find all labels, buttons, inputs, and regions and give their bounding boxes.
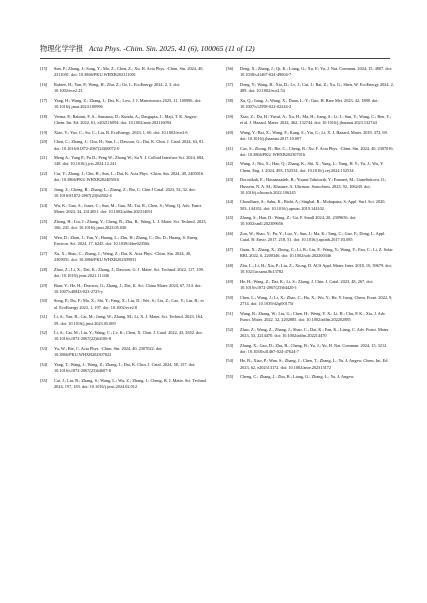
reference-entry [40,251,208,263]
reference-entry [40,235,208,247]
reference-text: Cui, Y.; Zhang, J.; Chu, H.; Sun, L.; Dai, K. Acta Phys. -Chim. Sin. 2024, 40, 2405016. doi: 10.3866/PKU.WHXB202405016 [54,171,205,183]
reference-text: Choudhary, S.; Sahu, K.; Bisht, A.; Singhal, R.; Mohapatra, S. Appl. Surf. Sci. 2020, 503, 144102. doi: 10.1016/j.apsusc.2019.144102 [240,199,386,211]
reference-text: He, H.; Wang, Z.; Dai, K.; Li, S.; Zhang, J. Chin. J. Catal. 2023, 48, 267. doi: 10.1016/s1872-2067(23)64420-1 [240,278,374,291]
reference-number: [15] [40,66,48,71]
reference-text: Zhang, S.; Han, D.; Wang, Z.; Gu, F. Small 2024, 20, 2309656. doi: 10.1002/smll.202309656 [240,215,357,227]
reference-text: Zhong, H.; Liu, J.; Zhang, Y.; Cheng, B.; Zhu, B.; Wang, L. J. Mater. Sci. Technol. 2023, 166, 241. doi: 10.1016/j.jmst.2023.05.030 [54,218,207,231]
reference-text: Song, P.; Du, F.; Ma, X.; Shi, Y.; Fang, X.; Liu, D.; Wei, S.; Liu, Z.; Cao, Y.; Lin, B.; et al. EcoEnergy 2023, 1, 197. doi: 10.1002/ece2.8 [54,298,204,310]
reference-text: Wen, D.; Zhan, J.; Yan, Y.; Huang, L.; Zhu, H.; Zhang, C.; Du, D.; Huang, S. Energ. Environ. Sci. 2024, 17, 6245. doi: 10.1039/d4ee02356k [54,234,199,246]
reference-number: [50] [226,294,234,300]
reference-number: [21] [40,155,48,161]
reference-entry [226,146,394,158]
reference-number: [49] [226,278,234,284]
reference-entry [40,187,208,199]
reference-entry [226,98,394,110]
reference-entry [40,139,208,151]
reference-number: [43] [226,177,234,183]
reference-entry [226,66,394,78]
reference-text: Chen, C.; Zhang, J.; Chu, H.; Sun, L.; Dawson, G.; Dai, K. Chin. J. Catal. 2024, 63, 81. doi: 10.1016/S1872-2067(24)60072-0 [54,139,205,151]
reference-number: [44] [226,199,234,205]
reference-entry [40,130,208,136]
reference-column-right [226,66,394,384]
reference-text: Verma, P.; Rahimi, F. A.; Samanta, D.; Kundu, A.; Dasgupta, J.; Maji, T. K. Angew. Chem. Int. Ed. 2022, 61, e202116094. doi: 10.1002/anie.202116094 [54,113,198,125]
reference-number: [46] [226,231,234,237]
reference-text: Xiao, Z.; Du, H.; Yusuf, A.; Xu, H.; Ma, H.; Jiang, S.; Li, J.; Sun, Y.; Wang, C.; Ren, Y.; et al. J. Hazard. Mater. 2024, 462, 132744. doi: 10.1016/j.jhazmat.2023.132744 [240,113,392,125]
reference-entry [40,82,208,94]
reference-number: [52] [226,326,234,332]
reference-text: Xiao, Y.; Yao, C.; Su, C.; Liu, B. EcoEnergy. 2023, 1, 60. doi: 10.1002/ece2.6 [54,129,188,135]
reference-entry [226,327,394,339]
reference-entry [40,203,208,215]
reference-text: Sun, P.; Zhang, J.; Song, Y.; Mo, Z.; Chen, Z.; Xu, H. Acta Phys. -Chim. Sin. 2024, 40, 2311001. doi: 10.3866/PKU.WHXB202311001 [54,66,204,78]
reference-number: [28] [40,266,48,272]
reference-entry [40,66,208,78]
header-divider [40,58,390,59]
reference-text: He, B.; Xiao, P.; Wan, S.; Zhang, J.; Chen, T.; Zhang, L.; Yu, J. Angew. Chem. Int. Ed. 2023, 62, e202313172. doi: 10.1002/anie.202313172 [240,358,389,370]
reference-number: [29] [40,282,48,288]
reference-number: [32] [40,330,48,336]
reference-number: [20] [40,139,48,145]
reference-number: [18] [40,113,48,119]
reference-number: [17] [40,97,48,103]
reference-number: [37] [226,81,234,87]
reference-number: [48] [226,263,234,269]
reference-text: Zhao, Z.; Wang, Z.; Zhang, J.; Shao, C.; Dai, K.; Fan, K.; Liang, C. Adv. Funct. Mater. 2023, 33, 2214470. doi: 10.1002/adfm.202214470 [240,326,390,338]
reference-entry [226,247,394,259]
reference-text: Zhang, X.; Gao, D.; Zhu, B.; Cheng, B.; Yu, J.; Yu, H. Nat. Commun. 2024, 15, 3212. doi: 10.1038/s41467-024-47624-7 [240,342,388,354]
reference-number: [27] [40,250,48,256]
reference-text: Xu, Q.; Jiang, J.; Wang, X.; Duan, L.-Y.; Guo, H. Rare Met. 2023, 42, 1888. doi: 10.1007/s12598-022-02244-2 [240,97,379,109]
reference-number: [39] [226,113,234,119]
reference-number: [31] [40,314,48,320]
reference-text: Zou, W.; Shao, Y.; Pu, Y.; Luo, Y.; Sun, J.; Ma, K.; Tang, C.; Gao, F.; Dong, L. Appl. Catal. B: Envir. 2017, 218, 51. doi: 10.1016/j.apcatb.2017.03.085 [240,231,386,243]
reference-number: [53] [226,342,234,348]
reference-entry [226,343,394,355]
reference-text: Meng A.; Yang P.; Pu D.; Peng W.; Zhong W.; Su Y. J. Colloid Interface Sci. 2024, 684, 148. doi: 10.1016/j.jcis.2024.12.241 [54,155,205,167]
reference-text: Chen, L.; Wang, J.; Li, X.; Zhao, C.; Hu, X.; Wu, Y.; He, Y. Inorg. Chem. Front. 2022, 9, 2714. doi: 10.1039/d2qi00175f [240,294,393,306]
reference-entry [226,279,394,291]
reference-entry [40,362,208,374]
reference-text: Yu, W.; Bie, C. Acta Phys. -Chim. Sin. 2024, 40, 2307022. doi: 10.3866/PKU.WHXB202307022 [54,346,163,358]
reference-number: [26] [40,234,48,240]
reference-number: [38] [226,97,234,103]
reference-entry [226,295,394,307]
reference-text: Zhu, L.; Li, H.; Xia, P.; Liu, Z.; Xiong, D. ACS Appl. Mater. Inter. 2018, 10, 39679. doi: 10.1021/acsami.8b13782 [240,263,392,275]
reference-number: [47] [226,247,234,253]
reference-text: Guan, X.; Zhang, X.; Zhong, C.; Li, R.; Liu, F.; Wang, Y.; Wang, Y.; Fan, C.; Li, Z. Solar RRL 2022, 6, 2200346. doi: 10.1002/solr.202200346 [240,247,393,259]
reference-text: Wang, Y.; Bai, X.; Wang, F.; Kang, S.; Yin, C.; Li, X. J. Hazard. Mater. 2019, 372, 69. doi: 10.1016/j.jhazmat.2017.10.007 [240,129,388,141]
reference-number: [16] [40,81,48,87]
reference-text: Li, S.; Cai, M.; Liu, Y.; Wang, C.; Lv, K.; Chen, X. Chin. J. Catal. 2022, 43, 2652. doi: 10.1016/s1872-2067(22)64106-8 [54,330,203,342]
reference-text: Deng, X.; Zhang, J.; Qi, K.; Liang, G.; Xu, F.; Yu, J. Nat. Commun. 2024, 15, 4807. doi: 10.1038/s41467-024-49004-7 [240,66,393,78]
reference-entry [40,114,208,126]
reference-number: [34] [40,362,48,368]
reference-text: Rabiee, H.; Yan, P.; Wang, H.; Zhu, Z.; Ge, L. EcoEnergy 2024, 2, 3. doi: 10.1002/ece2.23 [54,81,181,94]
reference-entry [226,82,394,94]
reference-entry [40,314,208,326]
reference-entry [226,114,394,126]
reference-entry [40,346,208,358]
reference-entry [40,219,208,231]
reference-text: Li, S.; Yan, R.; Cai, M.; Jiang, W.; Zhang, M.; Li, X. J. Mater. Sci. Technol. 2023, 164, 59. doi: 10.1016/j.jmst.2023.05.009 [54,314,204,326]
reference-text: Bian, Y.; He, H.; Dawson, G.; Zhang, J.; Dai, K. Sci. China Mater. 2024, 67, 514. doi: 10.1007/s40843-023-2725-y [54,282,202,294]
reference-number: [19] [40,129,48,135]
reference-entry [226,231,394,243]
reference-entry [40,155,208,167]
reference-number: [40] [226,129,234,135]
reference-text: Yang, H.; Wang, Z.; Zhang, J.; Dai, K.; Low, J. J. Materiomics 2025, 11, 100996. doi: 10.1016/j.jmat.2024.100996 [54,97,202,109]
reference-number: [35] [40,377,48,383]
reference-entry [40,98,208,110]
reference-text: Wang, B.; Zhang, W.; Liu, G.; Chen, H.; Weng, Y. X.; Li, H.; Chu, P. K.; Xia, J. Adv. Funct. Mater. 2022, 32, 2202885. doi: 10.1002/adfm.202202885 [240,310,386,322]
reference-entry [40,267,208,279]
reference-number: [45] [226,215,234,221]
reference-number: [33] [40,346,48,352]
reference-number: [30] [40,298,48,304]
reference-text: Cheng, C.; Zhang, J.; Zhu, B.; Liang, G.; Zhang, L.; Yu, J. Angew. [240,374,355,380]
reference-entry [40,283,208,295]
page-header [40,44,390,56]
reference-text: Cao, S.; Zhong, B.; Bie, C.; Cheng, B.; Xu, F. Acta Phys. -Chim. Sin. 2024, 40, 2307016. doi: 10.3866/PKU.WHXB202307016 [240,145,394,157]
reference-number: [22] [40,171,48,177]
reference-number: [55] [226,374,234,380]
reference-text: Xu, X.; Shao, C.; Zhang, J.; Wang, Z.; Dai, K. Acta Phys. -Chim. Sin. 2024, 40, 2309031. doi: 10.3866/PKU.WHXB202309031 [54,250,192,262]
reference-number: [41] [226,145,234,151]
reference-number: [42] [226,161,234,167]
reference-text: Wang, J.; Niu, X.; Hao, Q.; Zhang, K.; Shi, X.; Yang, L.; Yang, H. Y.; Yu, J.; Wu, Y. Chem. Eng. J. 2024, 493, 152534. doi: 10.1016/j.cej.2024.152534 [240,161,384,173]
reference-entry [40,171,208,183]
reference-text: Yang, T.; Wang, J.; Wang, Z.; Zhang, J.; Dai, K. Chin. J. Catal. 2024, 58, 157. doi: 10.1016/s1872-2067(23)64607-8 [54,362,196,374]
reference-number: [54] [226,358,234,364]
reference-text: Zhao, Z.; Li, X.; Dai, K.; Zhang, J.; Dawson, G. J. Mater. Sci. Technol. 2022, 117, 109. doi: 10.1016/j.jmst.2021.11.046 [54,266,204,278]
reference-column-left [40,66,208,394]
reference-entry [226,215,394,227]
reference-number: [24] [40,203,48,208]
reference-text: Cai, J.; Liu, B.; Zhang, S.; Wang, L.; Wu, Z.; Zhang, J.; Cheng, B. J. Mater. Sci. Technol. 2024, 197, 183. doi: 10.1016/j.jmst.2024.02.012 [54,377,208,390]
reference-entry [40,298,208,310]
reference-text: Wu, K.; Guo, S.; Jones, C.; Sun, M.; Guo, M.; Tai, R.; Chen, S.; Wang, Q. Adv. Funct. Mater. 2024, 34, 2314051. doi: 10.1002/adfm.202314051 [54,203,203,215]
reference-number: [36] [226,66,234,71]
reference-number: [51] [226,310,234,316]
journal-citation: Acta Phys. -Chim. Sin. 2025, 41 (6), 100065 (11 of 12) [88,44,255,53]
reference-entry [226,263,394,275]
reference-entry [226,161,394,173]
reference-number: [25] [40,218,48,224]
reference-text: Dong, Y.; Wang, B.; Xia, D.; Lv, J.; Cui, J.; Bai, Z.; Xu, G.; Shen, W. EcoEnergy 2024, 2, 489. doi: 10.1002/ece2.54 [240,81,394,94]
reference-entry [226,199,394,211]
reference-text: Dorostkah, E.; Hassanzadeh, B.; Younsi Tabriozib, Y.; Ennaert, M.; Gunelinkova, O.; Hussein, N. A. M.; Khataee, A. Ultrason. Sonochem. 2023, 92, 106245. doi: 10.1016/j.ultsonch.2022.106245 [240,177,387,195]
reference-entry [226,358,394,370]
reference-text: Jiang, Z.; Cheng, B.; Zhang, L.; Zhang, Z.; Bie, C. Chin J Catal. 2023, 52, 32. doi: 10.1016/S1872-2067(23)64502-4 [54,187,196,199]
journal-chinese-title: 物理化学学报 [40,44,84,53]
reference-entry [226,177,394,195]
reference-entry [226,130,394,142]
reference-number: [23] [40,187,48,193]
reference-entry [226,374,394,380]
reference-entry [40,378,208,390]
reference-entry [226,311,394,323]
reference-entry [40,330,208,342]
